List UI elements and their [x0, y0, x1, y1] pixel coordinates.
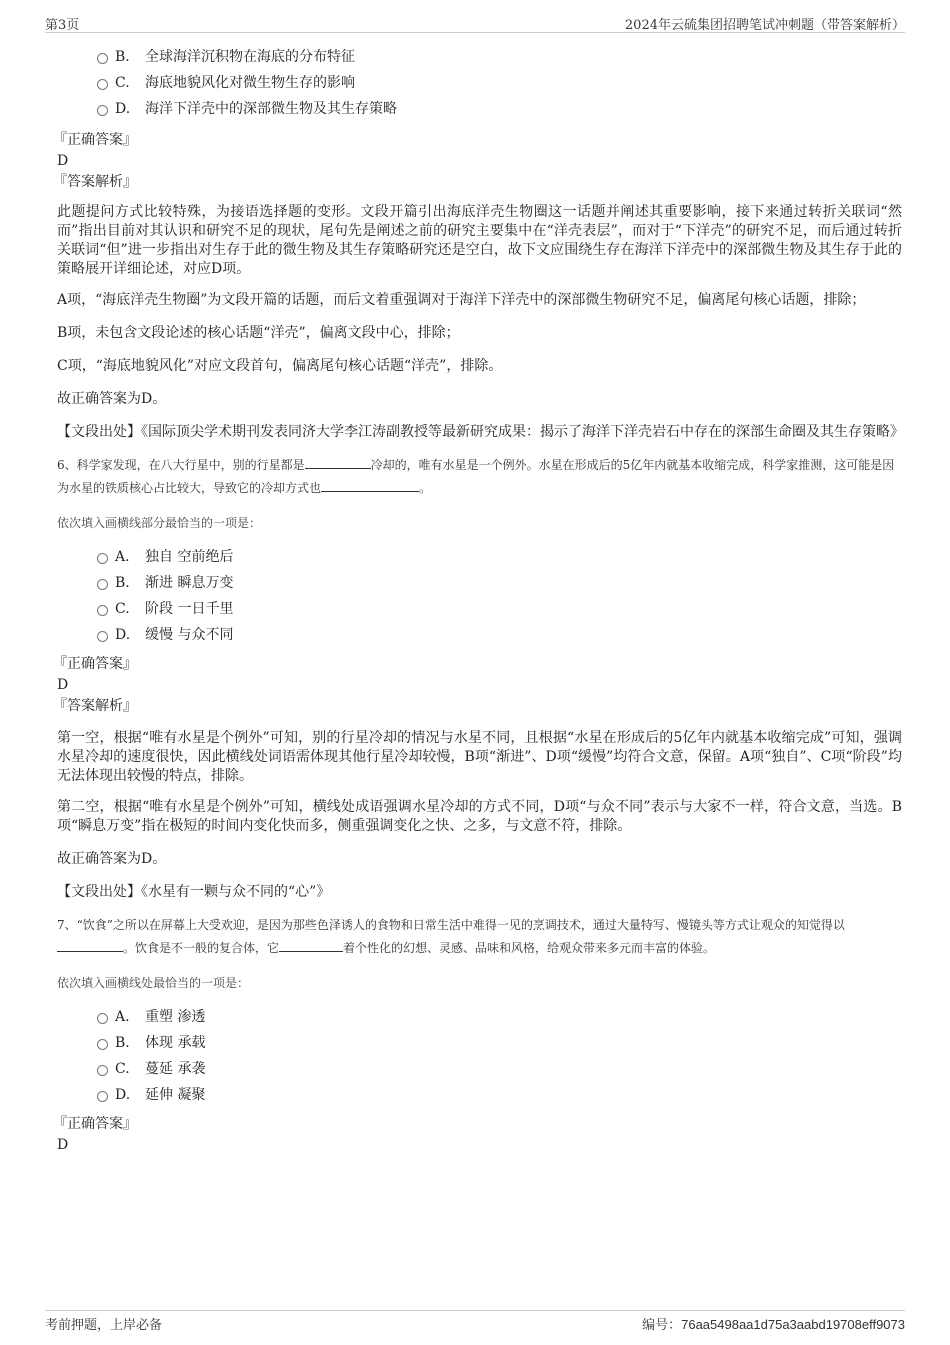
question-instruction: 依次填入画横线部分最恰当的一项是： — [57, 516, 262, 530]
q5-option-d[interactable]: D. 海洋下洋壳中的深部微生物及其生存策略 — [97, 96, 902, 122]
q7-option-a[interactable]: A. 重塑 渗透 — [97, 1004, 902, 1030]
radio-icon[interactable] — [97, 631, 108, 642]
radio-icon[interactable] — [97, 79, 108, 90]
q5-option-b[interactable]: B. 全球海洋沉积物在海底的分布特征 — [97, 44, 902, 70]
fill-blank — [57, 937, 123, 952]
analysis-paragraph: 此题提问方式比较特殊，为接语选择题的变形。文段开篇引出海底洋壳生物圈这一话题并阐述其重要影响，接下来通过转折关联词“然而”指出目前对其认识和研究不足的现状，尾句先是阐述之前的研究主要集中在“洋壳表层”，而对于“下洋壳”的研究不足，而后通过转折关联词“但”进一步指出对生存于此的微生物及其生存策略研究还是空白，故下文应围绕生存在海洋下洋壳中的深部微生物及其生存于此的策略展开详细论述，对应D项。 — [57, 204, 902, 277]
question-stem: 7、“饮食”之所以在屏幕上大受欢迎，是因为那些色泽诱人的食物和日常生活中难得一见的烹调技术，通过大量特写、慢镜头等方式让观众的知觉得以。饮食是不一般的复合体，它 着个性化的幻想、灵感、品味和风格，给观众带来多元而丰富的体验。 — [57, 918, 845, 955]
source-paragraph: 【文段出处】《国际顶尖学术期刊发表同济大学李江涛副教授等最新研究成果：揭示了海洋下洋壳岩石中存在的深部生命圈及其生存策略》 — [57, 424, 904, 440]
correct-answer-label: 『正确答案』 — [53, 1116, 137, 1132]
analysis-paragraph: 第一空，根据“唯有水星是个例外”可知，别的行星冷却的情况与水星不同，且根据“水星在形成后的5亿年内就基本收缩完成”可知，强调水星冷却的速度很快，因此横线处词语需体现其他行星冷却较慢，B项“渐进”、D项“缓慢”均符合文意，保留。A项“独自”、C项“阶段”均无法体现出较慢的特点，排除。 — [57, 730, 902, 784]
radio-icon[interactable] — [97, 1091, 108, 1102]
radio-icon[interactable] — [97, 605, 108, 616]
q7-option-b[interactable]: B. 体现 承载 — [97, 1030, 902, 1056]
question-stem: 6、科学家发现，在八大行星中，别的行星都是 冷却的，唯有水星是一个例外。水星在形成后的5亿年内就基本收缩完成，科学家推测，这可能是因为水星的铁质核心占比较大，导致它的冷却方式也 。 — [57, 454, 902, 500]
correct-answer: D — [57, 1137, 69, 1153]
radio-icon[interactable] — [97, 1013, 108, 1024]
radio-icon[interactable] — [97, 105, 108, 116]
analysis-label: 『答案解析』 — [53, 174, 137, 190]
analysis-paragraph: 第二空，根据“唯有水星是个例外”可知，横线处成语强调水星冷却的方式不同，D项“与众不同”表示与大家不一样，符合文意，当选。B项“瞬息万变”指在极短的时间内变化快而多，侧重强调变化之快、之多，与文意不符，排除。 — [57, 799, 902, 834]
analysis-paragraph: A项，“海底洋壳生物圈”为文段开篇的话题，而后文着重强调对于海洋下洋壳中的深部微生物研究不足，偏离尾句核心话题，排除； — [57, 292, 866, 308]
radio-icon[interactable] — [97, 53, 108, 64]
q6-option-a[interactable]: A. 独自 空前绝后 — [97, 544, 902, 570]
footer-slogan: 考前押题，上岸必备 — [45, 1318, 163, 1333]
fill-blank — [279, 937, 343, 952]
radio-icon[interactable] — [97, 579, 108, 590]
document-title: 2024年云硫集团招聘笔试冲刺题（带答案解析） — [624, 18, 905, 33]
q6-option-b[interactable]: B. 渐进 瞬息万变 — [97, 570, 902, 596]
correct-answer-label: 『正确答案』 — [53, 132, 137, 148]
analysis-label: 『答案解析』 — [53, 698, 137, 714]
radio-icon[interactable] — [97, 1065, 108, 1076]
source-paragraph: 【文段出处】《水星有一颗与众不同的“心”》 — [57, 884, 331, 900]
analysis-paragraph: 故正确答案为D。 — [57, 391, 167, 407]
radio-icon[interactable] — [97, 1039, 108, 1050]
document-body — [53, 40, 904, 1156]
correct-answer: D — [57, 677, 69, 693]
fill-blank — [305, 454, 371, 469]
analysis-paragraph: B项，未包含文段论述的核心话题“洋壳”，偏离文段中心，排除； — [57, 325, 460, 341]
q7-options — [57, 1004, 902, 1108]
q7-option-c[interactable]: C. 蔓延 承袭 — [97, 1056, 902, 1082]
q6-option-c[interactable]: C. 阶段 一日千里 — [97, 596, 902, 622]
page-footer — [45, 1310, 905, 1333]
analysis-paragraph: 故正确答案为D。 — [57, 851, 167, 867]
analysis-paragraph: C项，“海底地貌风化”对应文段首句，偏离尾句核心话题“洋壳”，排除。 — [57, 358, 503, 374]
correct-answer: D — [57, 153, 69, 169]
page-number: 第3页 — [45, 18, 80, 33]
fill-blank — [321, 477, 419, 492]
page-header — [45, 12, 905, 33]
q7-option-d[interactable]: D. 延伸 凝聚 — [97, 1082, 902, 1108]
question-instruction: 依次填入画横线处最恰当的一项是： — [57, 976, 250, 990]
q5-option-c[interactable]: C. 海底地貌风化对微生物生存的影响 — [97, 70, 902, 96]
radio-icon[interactable] — [97, 553, 108, 564]
footer-code: 编号：76aa5498aa1d75a3aabd19708eff9073 — [642, 1317, 905, 1332]
correct-answer-label: 『正确答案』 — [53, 656, 137, 672]
q6-option-d[interactable]: D. 缓慢 与众不同 — [97, 622, 902, 648]
q5-options — [57, 44, 902, 122]
q6-options — [57, 544, 902, 648]
